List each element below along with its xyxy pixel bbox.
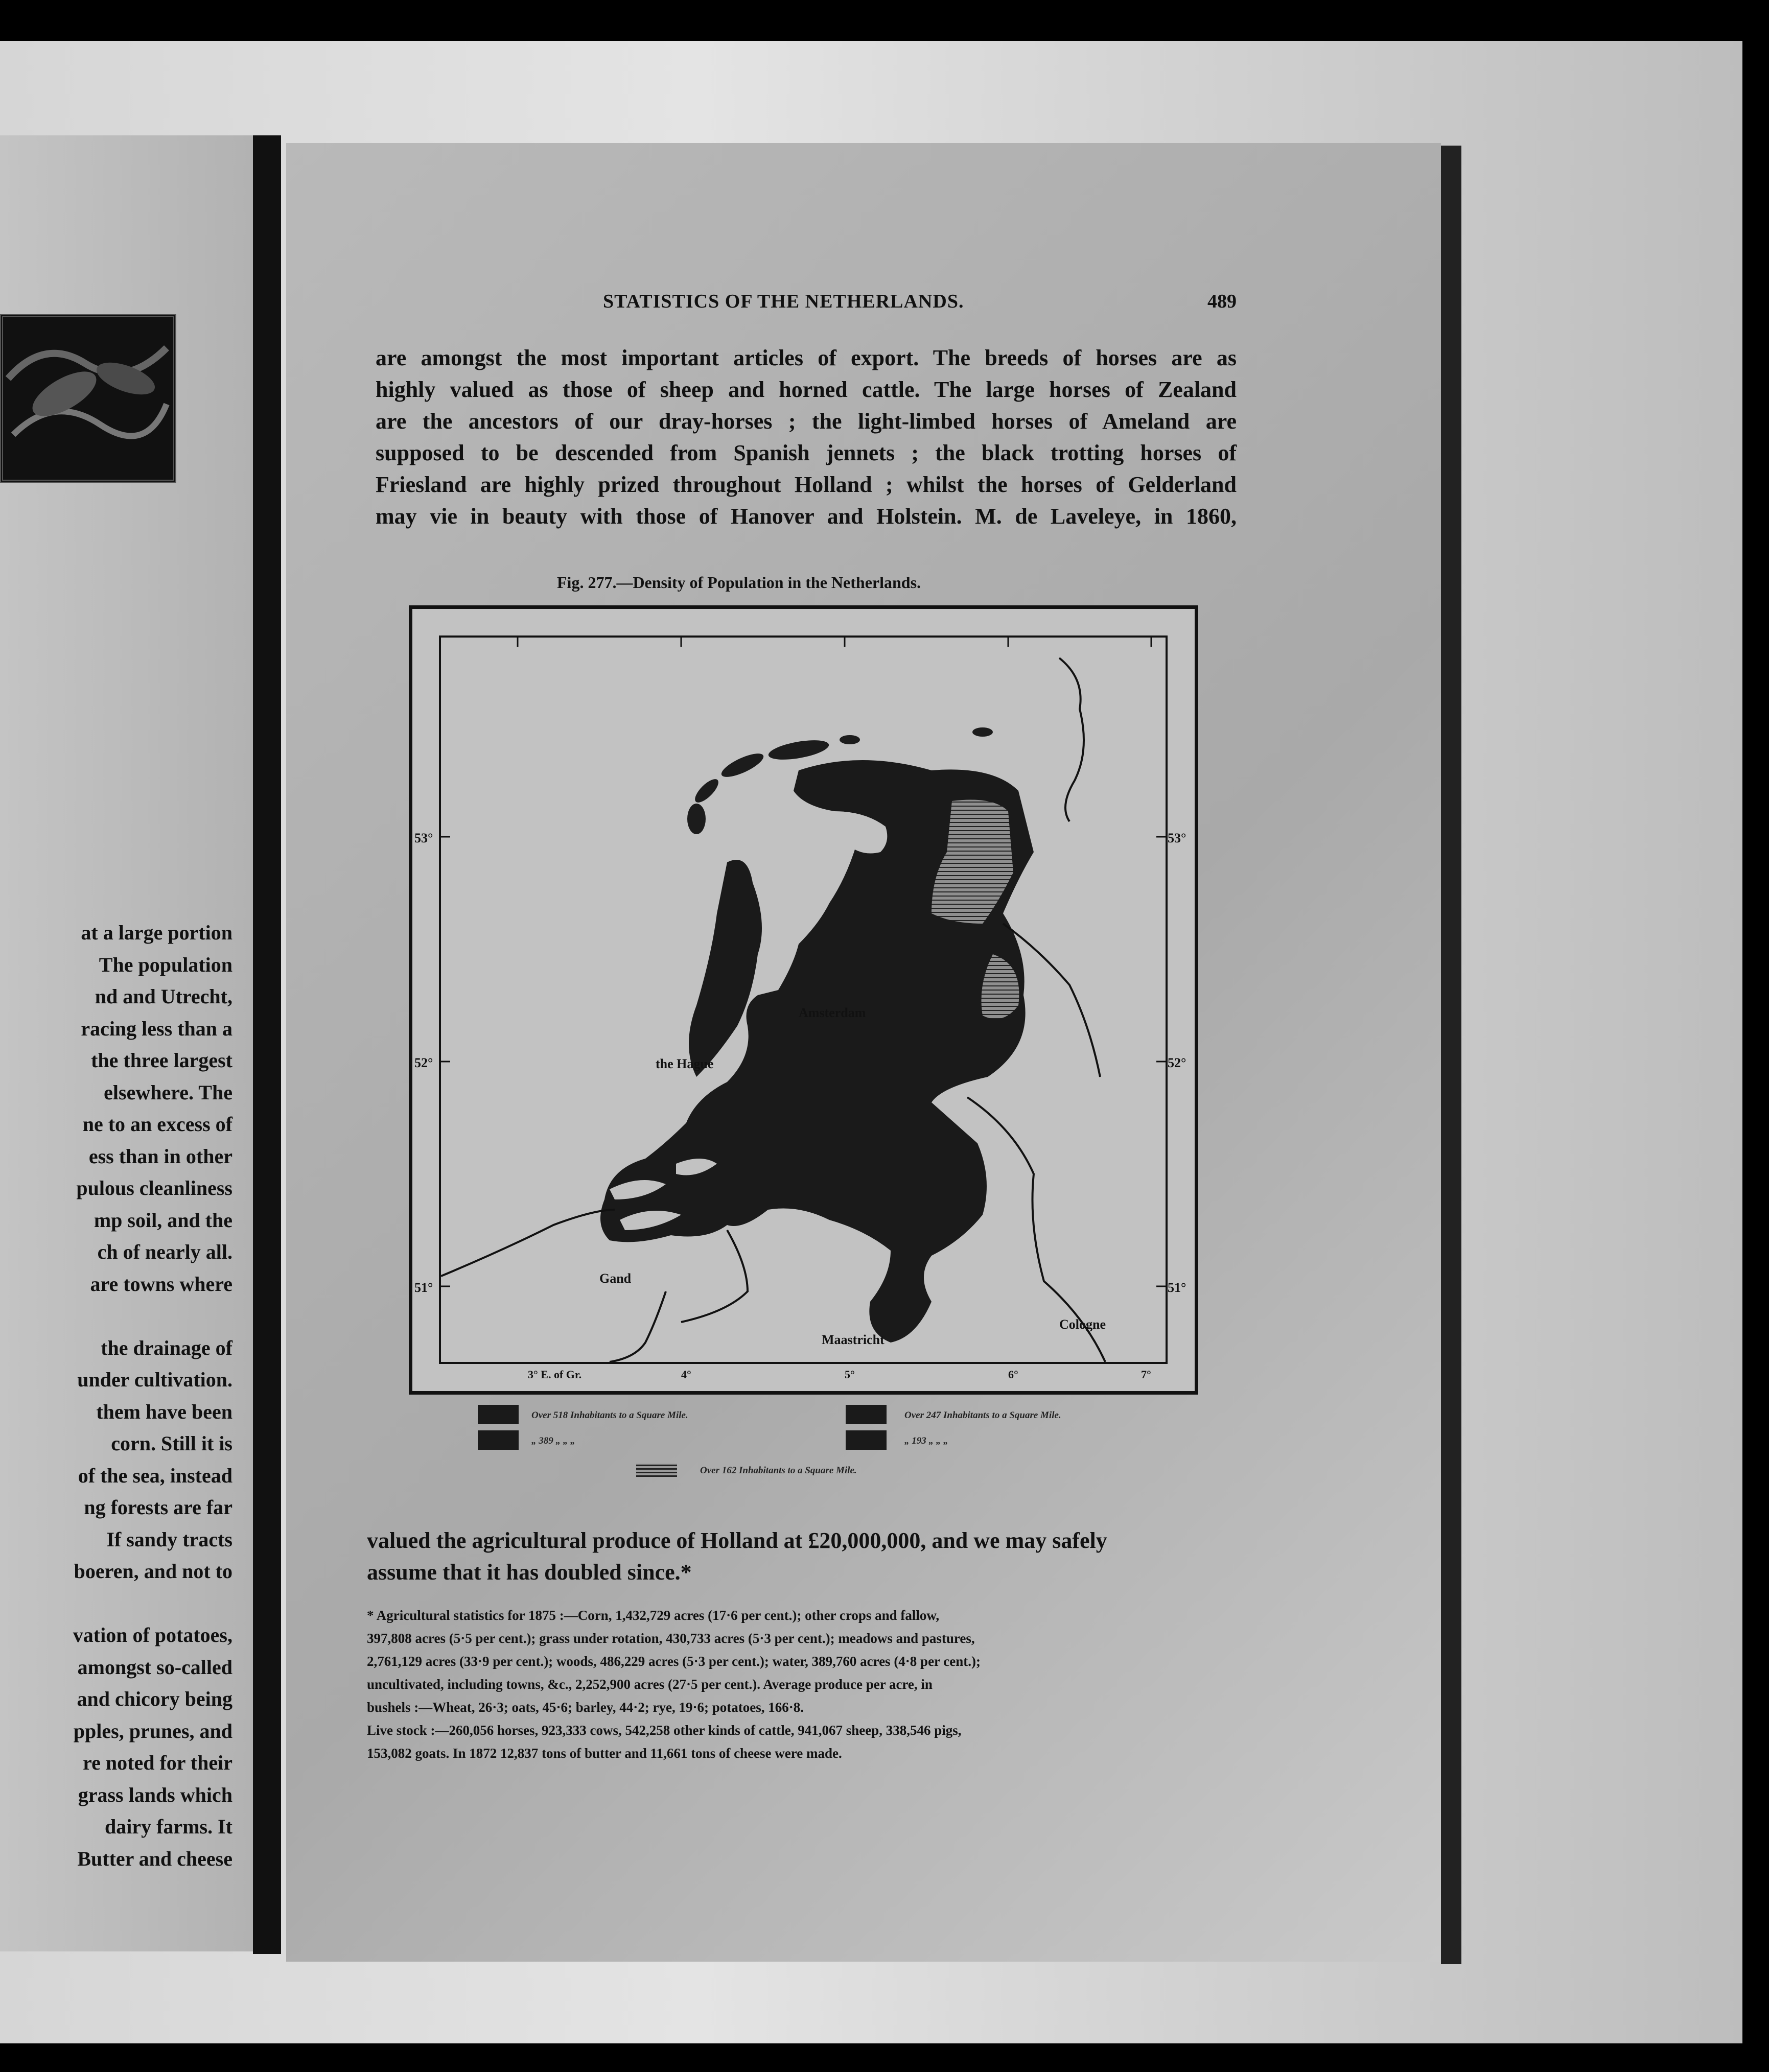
left-line: The population <box>99 953 232 976</box>
footnote-line: bushels :—Wheat, 26·3; oats, 45·6; barley, 44·2; rye, 19·6; potatoes, 166·8. <box>367 1700 804 1715</box>
left-line: corn. Still it is <box>111 1432 232 1455</box>
map-neatline <box>414 635 1186 1381</box>
left-line: pples, prunes, and <box>73 1719 232 1743</box>
left-line: mp soil, and the <box>94 1208 232 1232</box>
page-edge-shadow <box>1441 146 1461 1964</box>
legend-label: „ 389 „ „ „ <box>531 1435 575 1446</box>
decorative-woodcut <box>0 314 176 483</box>
legend-swatch-389 <box>478 1430 519 1450</box>
left-line: are towns where <box>90 1272 232 1296</box>
place-amsterdam: Amsterdam <box>799 1005 866 1020</box>
left-line: Butter and cheese <box>77 1847 232 1870</box>
legend-label: Over 518 Inhabitants to a Square Mile. <box>531 1410 688 1421</box>
place-the-hague: the Hague <box>656 1056 714 1071</box>
body-line: assume that it has doubled since.* <box>367 1560 692 1585</box>
left-line: of the sea, instead <box>78 1464 232 1487</box>
left-page <box>0 135 253 1951</box>
body-line: valued the agricultural produce of Holland at £20,000,000, and we may safely <box>367 1528 1107 1553</box>
book-gutter <box>253 135 281 1954</box>
left-line: ng forests are far <box>84 1496 232 1519</box>
left-page-text <box>0 917 232 1875</box>
page-number: 489 <box>1207 291 1237 312</box>
place-maastricht: Maastricht <box>822 1332 884 1347</box>
lat-label-53: 53° <box>414 831 433 845</box>
lon-label: 7° <box>1141 1368 1151 1381</box>
left-line: ch of nearly all. <box>97 1240 232 1263</box>
body-line: are the ancestors of our dray-horses ; the light-limbed horses of Ameland are <box>376 409 1237 434</box>
body-line: may vie in beauty with those of Hanover and Holstein. M. de Laveleye, in 1860, <box>376 504 1237 529</box>
body-line: highly valued as those of sheep and horned cattle. The large horses of Zealand <box>376 377 1237 402</box>
footnote-line: 397,808 acres (5·5 per cent.); grass under rotation, 430,733 acres (5·3 per cent.); meadows and pastures, <box>367 1631 975 1646</box>
lat-label-51-right: 51° <box>1168 1280 1186 1295</box>
footnote-line: Live stock :—260,056 horses, 923,333 cows, 542,258 other kinds of cattle, 941,067 sheep, 338,546 pigs, <box>367 1723 962 1738</box>
map-drawing <box>441 638 1166 1362</box>
footnote-line: uncultivated, including towns, &c., 2,252,900 acres (27·5 per cent.). Average produce per acre, in <box>367 1677 933 1692</box>
closing-paragraph <box>367 1525 1226 1588</box>
footnote-line: 153,082 goats. In 1872 12,837 tons of butter and 11,661 tons of cheese were made. <box>367 1746 842 1761</box>
left-line: at a large portion <box>81 921 232 944</box>
left-line: vation of potatoes, <box>73 1623 232 1646</box>
lat-label-52-right: 52° <box>1168 1055 1186 1070</box>
legend-label: „ 193 „ „ „ <box>904 1435 948 1446</box>
body-line: are amongst the most important articles of export. The breeds of horses are as <box>376 345 1237 370</box>
body-line: supposed to be descended from Spanish jennets ; the black trotting horses of <box>376 440 1237 465</box>
left-line <box>0 1300 232 1332</box>
left-line: ess than in other <box>88 1144 232 1168</box>
legend-swatch-247 <box>846 1405 887 1424</box>
left-line: nd and Utrecht, <box>95 985 232 1008</box>
left-line: grass lands which <box>78 1783 232 1806</box>
left-line: dairy farms. It <box>105 1815 232 1838</box>
left-line: If sandy tracts <box>106 1527 232 1551</box>
place-gand: Gand <box>599 1271 632 1286</box>
legend-swatch-193 <box>846 1430 887 1450</box>
footnote-line: 2,761,129 acres (33·9 per cent.); woods, 486,229 acres (5·3 per cent.); water, 389,760 acres (4·8 per cent.); <box>367 1654 981 1669</box>
lat-label-52: 52° <box>414 1055 433 1070</box>
lat-label-51: 51° <box>414 1280 433 1295</box>
body-line: Friesland are highly prized throughout Holland ; whilst the horses of Gelderland <box>376 472 1237 497</box>
body-paragraph <box>376 342 1237 532</box>
footnote-line: * Agricultural statistics for 1875 :—Corn, 1,432,729 acres (17·6 per cent.); other crops and fallow, <box>367 1608 940 1623</box>
left-line: elsewhere. The <box>104 1080 232 1104</box>
left-line: racing less than a <box>81 1017 232 1040</box>
left-line: amongst so-called <box>77 1655 232 1679</box>
left-line: the three largest <box>91 1049 232 1072</box>
left-line: boeren, and not to <box>74 1560 232 1583</box>
running-title: STATISTICS OF THE NETHERLANDS. <box>603 291 964 312</box>
lon-label: 5° <box>845 1368 855 1381</box>
legend-label: Over 162 Inhabitants to a Square Mile. <box>700 1465 857 1476</box>
place-cologne: Cologne <box>1059 1317 1106 1332</box>
lon-label: 3° E. of Gr. <box>528 1368 582 1381</box>
left-line: and chicory being <box>77 1687 232 1710</box>
left-line: them have been <box>96 1400 232 1423</box>
left-line: under cultivation. <box>77 1368 232 1391</box>
left-line: ne to an excess of <box>82 1113 232 1136</box>
legend-label: Over 247 Inhabitants to a Square Mile. <box>904 1410 1061 1421</box>
left-line <box>0 1588 232 1620</box>
left-line: pulous cleanliness <box>76 1176 232 1199</box>
lon-label: 6° <box>1008 1368 1018 1381</box>
legend-swatch-hatched <box>636 1464 677 1477</box>
lat-label-53-right: 53° <box>1168 831 1186 845</box>
left-line: re noted for their <box>83 1751 232 1774</box>
legend-swatch-densest <box>478 1405 519 1424</box>
lon-label: 4° <box>681 1368 691 1381</box>
figure-caption: Fig. 277.—Density of Population in the Netherlands. <box>557 573 921 592</box>
left-line: the drainage of <box>101 1336 232 1359</box>
footnote <box>367 1604 1226 1765</box>
population-density-map <box>409 605 1198 1395</box>
